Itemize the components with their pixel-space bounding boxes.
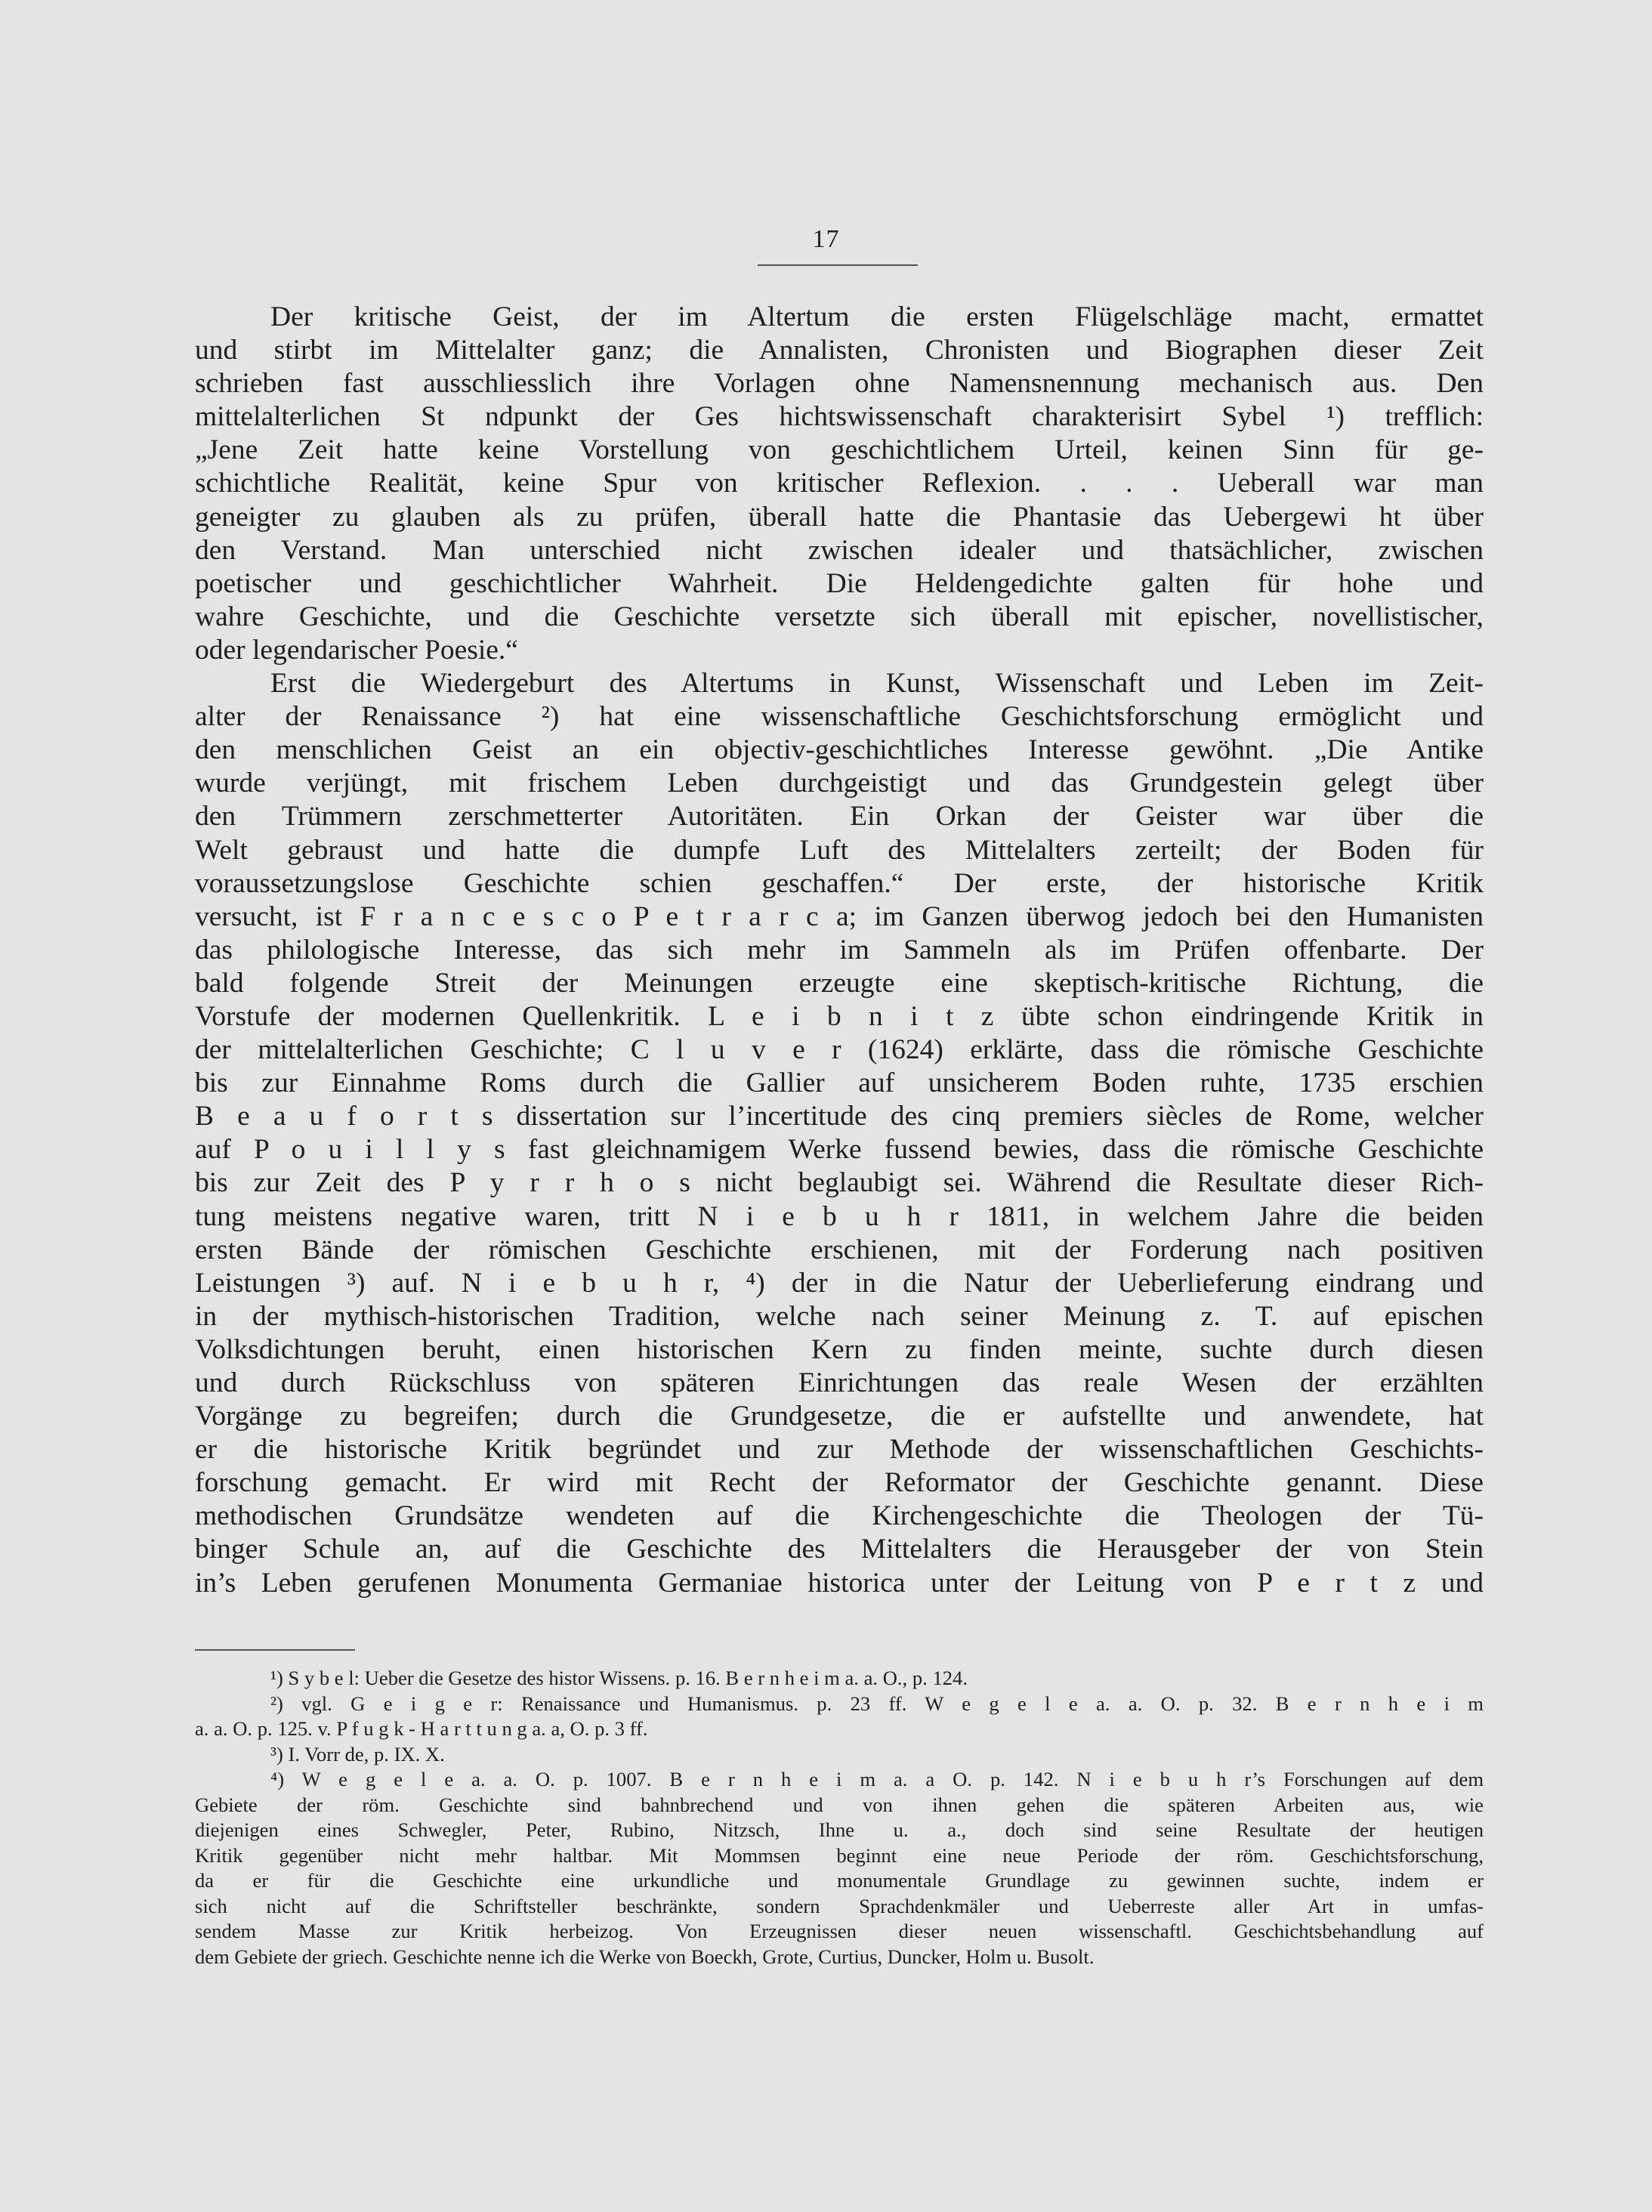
text-line: mittelalterlichen St ndpunkt der Ges hichtswissenschaft charakterisirt Sybel ¹) trefflich: [195, 401, 1484, 433]
text-line: oder legendarischer Poesie.“ [195, 634, 518, 666]
text-line: den Verstand. Man unterschied nicht zwischen idealer und thatsächlicher, zwischen [195, 534, 1484, 566]
text-line: bis zur Einnahme Roms durch die Gallier auf unsicherem Boden ruhte, 1735 erschien [195, 1067, 1484, 1099]
text-line: in der mythisch-historischen Tradition, welche nach seiner Meinung z. T. auf epischen [195, 1300, 1484, 1332]
footnote-rule [195, 1649, 355, 1651]
text-line: Der kritische Geist, der im Altertum die ersten Flügelschläge macht, ermattet [270, 301, 1484, 332]
text-line: Volksdichtungen beruht, einen historischen Kern zu finden meinte, suchte durch diesen [195, 1333, 1484, 1365]
page-number: 17 [812, 225, 840, 253]
text-line: in’s Leben gerufenen Monumenta Germaniae historica unter der Leitung von P e r t z und [195, 1567, 1484, 1599]
footnote-4-cont: dem Gebiete der griech. Geschichte nenne ich die Werke von Boeckh, Grote, Curtius, Duncker, Holm u. Busolt. [195, 1945, 1095, 1968]
paragraph-2 [195, 667, 1484, 1600]
text-line: Vorstufe der modernen Quellenkritik. L e i b n i t z übte schon eindringende Kritik in [195, 1000, 1484, 1032]
text-line: Leistungen ³) auf. N i e b u h r, ⁴) der in die Natur der Ueberlieferung eindrang und [195, 1267, 1484, 1299]
text-line: alter der Renaissance ²) hat eine wissenschaftliche Geschichtsforschung ermöglicht und [195, 701, 1484, 733]
text-line: forschung gemacht. Er wird mit Recht der Reformator der Geschichte genannt. Diese [195, 1467, 1484, 1499]
text-line: ersten Bände der römischen Geschichte erschienen, mit der Forderung nach positiven [195, 1234, 1484, 1265]
text-line: bis zur Zeit des P y r r h o s nicht beglaubigt sei. Während die Resultate dieser Rich- [195, 1167, 1484, 1199]
text-line: den menschlichen Geist an ein objectiv-geschichtliches Interesse gewöhnt. „Die Antike [195, 734, 1484, 766]
text-line: er die historische Kritik begründet und zur Methode der wissenschaftlichen Geschichts- [195, 1434, 1484, 1466]
text-line: bald folgende Streit der Meinungen erzeugte eine skeptisch-kritische Richtung, die [195, 967, 1484, 999]
footnote-4-cont: Kritik gegenüber nicht mehr haltbar. Mit Mommsen beginnt eine neue Periode der röm. Geschichtsforschung, [195, 1843, 1484, 1867]
footnote-4-cont: Gebiete der röm. Geschichte sind bahnbrechend und von ihnen gehen die späteren Arbeiten aus, wie [195, 1793, 1484, 1816]
text-line: binger Schule an, auf die Geschichte des Mittelalters die Herausgeber der von Stein [195, 1534, 1484, 1565]
text-line: schrieben fast ausschliesslich ihre Vorlagen ohne Namensnennung mechanisch aus. Den [195, 368, 1484, 400]
text-line: „Jene Zeit hatte keine Vorstellung von geschichtlichem Urteil, keinen Sinn für ge- [195, 434, 1484, 466]
text-line: schichtliche Realität, keine Spur von kritischer Reflexion. . . . Ueberall war man [195, 468, 1484, 499]
paragraph-1 [195, 301, 1484, 667]
page-number-rule [758, 264, 918, 266]
footnote-4-cont: sendem Masse zur Kritik herbeizog. Von Erzeugnissen dieser neuen wissenschaftl. Geschichtsbehandlung auf [195, 1920, 1484, 1942]
footnotes [195, 1666, 1484, 1969]
text-line: Welt gebraust und hatte die dumpfe Luft des Mittelalters zerteilt; der Boden für [195, 834, 1484, 866]
main-text [195, 301, 1484, 1600]
text-line: und durch Rückschluss von späteren Einrichtungen das reale Wesen der erzählten [195, 1367, 1484, 1398]
footnote-3: ³) I. Vorr de, p. IX. X. [270, 1742, 445, 1766]
footnote-4-cont: diejenigen eines Schwegler, Peter, Rubino, Nitzsch, Ihne u. a., doch sind seine Resultate der heutigen [195, 1818, 1484, 1841]
footnote-2-cont: a. a. O. p. 125. v. P f u g k - H a r t t u n g a. a, O. p. 3 ff. [195, 1717, 648, 1740]
text-line: wurde verjüngt, mit frischem Leben durchgeistigt und das Grundgestein gelegt über [195, 768, 1484, 799]
text-line: Vorgänge zu begreifen; durch die Grundgesetze, die er aufstellte und anwendete, hat [195, 1401, 1484, 1432]
text-line: den Trümmern zerschmetterter Autoritäten. Ein Orkan der Geister war über die [195, 801, 1484, 833]
text-line: tung meistens negative waren, tritt N i e b u h r 1811, in welchem Jahre die beiden [195, 1200, 1484, 1232]
footnote-4: ⁴) W e g e l e a. a. O. p. 1007. B e r n h e i m a. a O. p. 142. N i e b u h r’s Forschungen auf dem [270, 1768, 1484, 1790]
text-line: auf P o u i l l y s fast gleichnamigem Werke fussend bewies, dass die römische Geschichte [195, 1134, 1484, 1166]
text-line: voraussetzungslose Geschichte schien geschaffen.“ Der erste, der historische Kritik [195, 867, 1484, 899]
text-line: Erst die Wiedergeburt des Altertums in Kunst, Wissenschaft und Leben im Zeit- [270, 668, 1484, 700]
text-line: wahre Geschichte, und die Geschichte versetzte sich überall mit epischer, novellistischer, [195, 601, 1484, 632]
footnote-2: ²) vgl. G e i g e r: Renaissance und Humanismus. p. 23 ff. W e g e l e a. a. O. p. 32. B e r n h e i m [270, 1691, 1484, 1715]
footnote-4-cont: sich nicht auf die Schriftsteller beschränkte, sondern Sprachdenkmäler und Ueberreste aller Art in umfas- [195, 1894, 1484, 1917]
text-line: B e a u f o r t s dissertation sur l’incertitude des cinq premiers siècles de Rome, welcher [195, 1101, 1484, 1132]
text-line: der mittelalterlichen Geschichte; C l u v e r (1624) erklärte, dass die römische Geschichte [195, 1034, 1484, 1066]
footnote-1: ¹) S y b e l: Ueber die Gesetze des histor Wissens. p. 16. B e r n h e i m a. a. O., p. 124. [270, 1667, 968, 1689]
text-line: poetischer und geschichtlicher Wahrheit. Die Heldengedichte galten für hohe und [195, 567, 1484, 599]
text-line: versucht, ist F r a n c e s c o P e t r a r c a; im Ganzen überwog jedoch bei den Humanisten [195, 901, 1484, 932]
text-line: geneigter zu glauben als zu prüfen, überall hatte die Phantasie das Uebergewi ht über [195, 501, 1484, 533]
footnote-4-cont: da er für die Geschichte eine urkundliche und monumentale Grundlage zu gewinnen suchte, indem er [195, 1869, 1484, 1892]
text-line: methodischen Grundsätze wendeten auf die Kirchengeschichte die Theologen der Tü- [195, 1500, 1484, 1532]
text-line: das philologische Interesse, das sich mehr im Sammeln als im Prüfen offenbarte. Der [195, 934, 1484, 965]
text-line: und stirbt im Mittelalter ganz; die Annalisten, Chronisten und Biographen dieser Zeit [195, 335, 1484, 366]
